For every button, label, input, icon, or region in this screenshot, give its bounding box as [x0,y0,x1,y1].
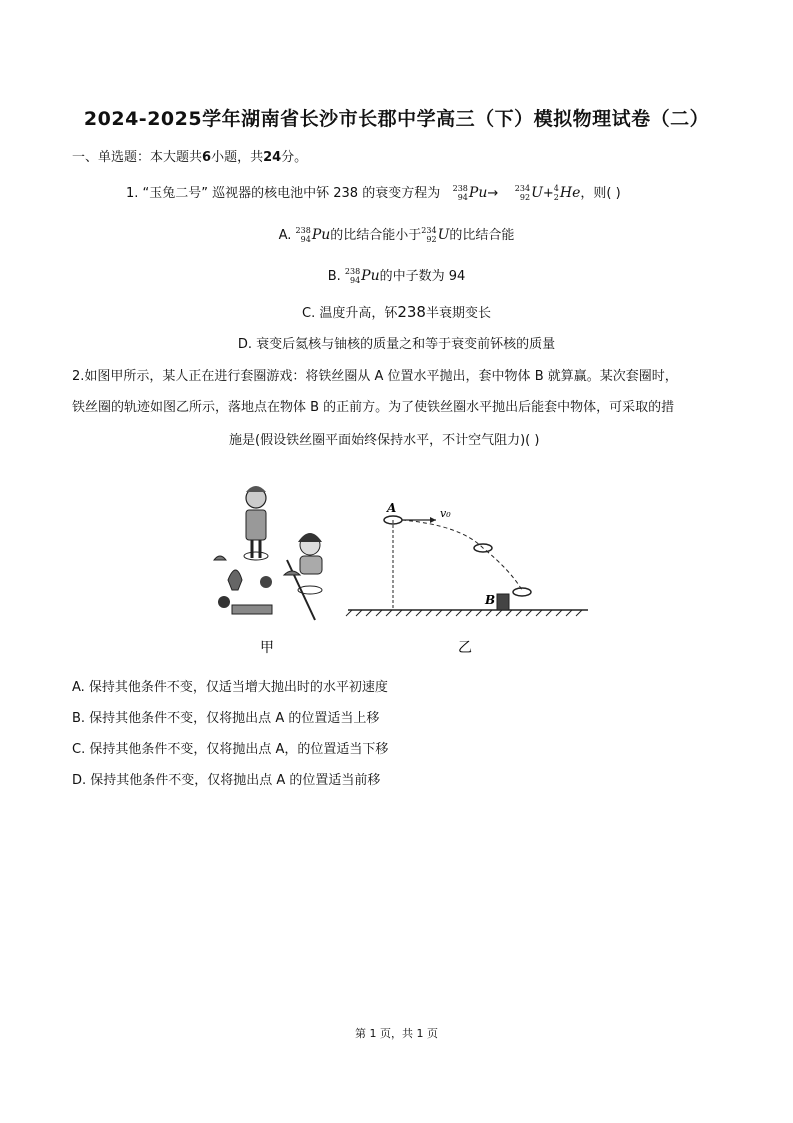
label-jia: 甲 [260,640,274,656]
q1-option-a: A. 238 94 Pu的比结合能小于 234 92 U的比结合能 [278,226,515,244]
section-count: 6 [202,150,212,165]
q2-option-a: A. 保持其他条件不变，仅适当增大抛出时的水平初速度 [72,680,388,695]
label-a: A [387,501,397,515]
pu-nuclide-a: 238 94 Pu [295,226,331,244]
ring-toss-figure [200,470,600,660]
plus-sign: + [542,186,554,201]
ground-hatching [346,610,582,616]
decay-arrow: → [487,186,499,201]
q2-stem-line3: 施是(假设铁丝圈平面始终保持水平，不计空气阻力)( ) [229,433,540,448]
q2-option-d: D. 保持其他条件不变，仅将抛出点 A 的位置适当前移 [72,773,381,788]
q2-stem-line1: 2.如图甲所示，某人正在进行套圈游戏：将铁丝圈从 A 位置水平抛出，套中物体 B 就算赢。某次套圈时， [72,369,678,384]
object-b [497,594,509,610]
q2-option-b: B. 保持其他条件不变，仅将抛出点 A 的位置适当上移 [72,711,380,726]
q1-option-b: B. 238 94 Pu的中子数为 94 [327,267,466,285]
q1-stem-end: ，则( ) [580,186,621,201]
u-nuclide-a: 234 92 U [421,226,450,244]
he-nuclide: 4 2 He [553,184,581,202]
pu-nuclide-b: 238 94 Pu [344,267,380,285]
q1-option-c: C. 温度升高，钚238半衰期变长 [302,303,491,321]
q1-stem-text: 1. “玉兔二号” 巡视器的核电池中钚 238 的衰变方程为 [126,186,441,201]
trajectory-path [402,520,522,590]
q2-stem-line2: 铁丝圈的轨迹如图乙所示，落地点在物体 B 的正前方。为了使铁丝圈水平抛出后能套中物体，可采取的措 [72,400,675,415]
label-b: B [485,593,496,607]
pu-nuclide: 238 94 Pu [452,184,488,202]
section-mid: 小题，共 [211,150,264,165]
page-title: 2024-2025学年湖南省长沙市长郡中学高三（下）模拟物理试卷（二） [83,108,710,130]
page-footer: 第 1 页，共 1 页 [355,1027,438,1040]
figure-yi-diagram [346,516,588,616]
section-prefix: 一、单选题：本大题共 [72,150,203,165]
section-heading [72,146,307,165]
label-yi: 乙 [458,640,472,656]
q2-option-c: C. 保持其他条件不变，仅将抛出点 A，的位置适当下移 [72,742,389,757]
figure-jia-illustration [214,486,322,620]
question-1-stem [126,182,621,202]
ring-landing [513,588,531,596]
label-v0: v₀ [440,507,451,520]
section-suffix: 分。 [281,150,308,165]
q1-option-d: D. 衰变后氦核与铀核的质量之和等于衰变前钚核的质量 [237,337,556,352]
section-score: 24 [263,150,282,165]
u-nuclide: 234 92 U [514,184,543,202]
